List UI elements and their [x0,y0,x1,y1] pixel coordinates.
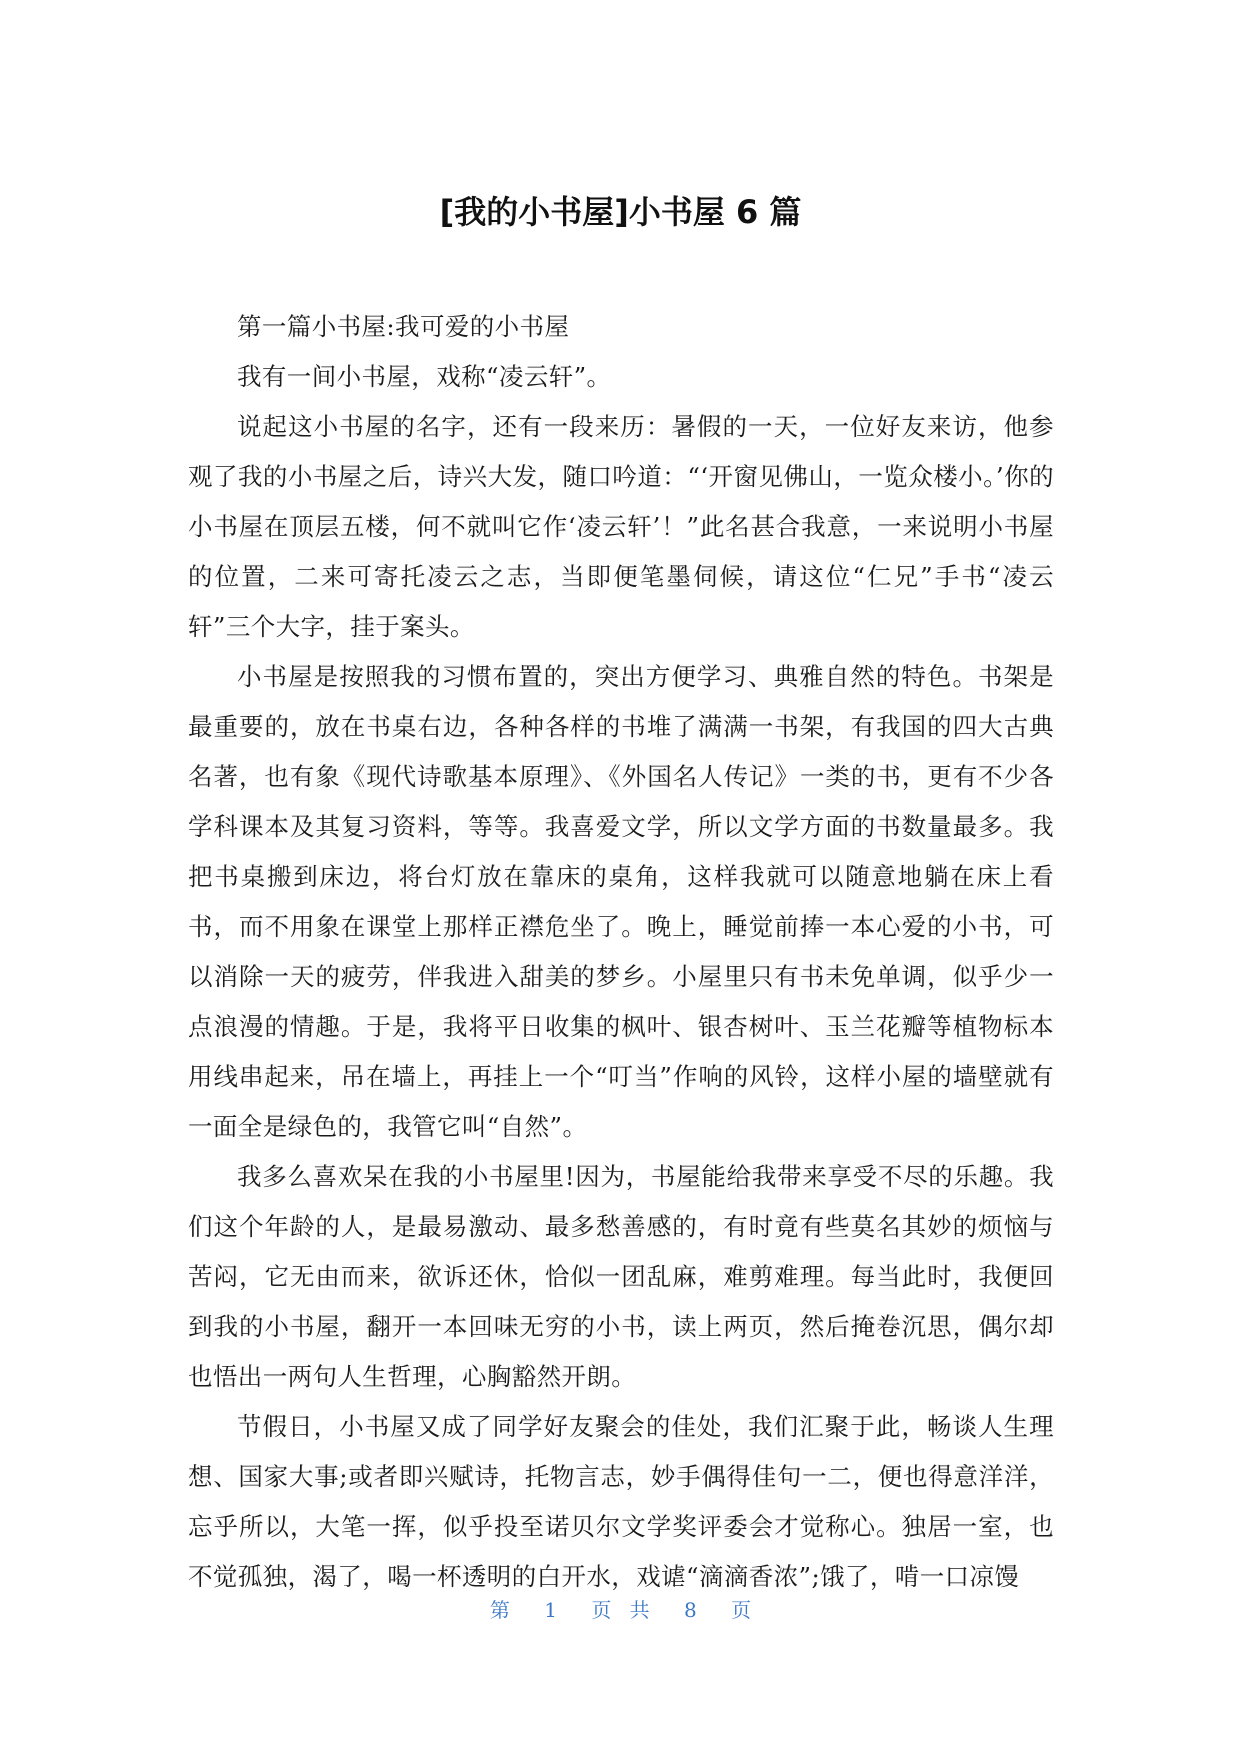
paragraph: 说起这小书屋的名字，还有一段来历：暑假的一天，一位好友来访，他参观了我的小书屋之后，诗兴大发，随口吟道：“‘开窗见佛山，一览众楼小。’你的小书屋在顶层五楼，何不就叫它作‘凌云轩’！”此名甚合我意，一来说明小书屋的位置，二来可寄托凌云之志，当即便笔墨伺候，请这位“仁兄”手书“凌云轩”三个大字，挂于案头。 [188,412,1054,641]
page-footer [0,1596,1241,1624]
document-title: [我的小书屋]小书屋 6 篇 [439,193,802,231]
paragraph: 节假日，小书屋又成了同学好友聚会的佳处，我们汇聚于此，畅谈人生理想、国家大事;或者即兴赋诗，托物言志，妙手偶得佳句一二，便也得意洋洋，忘乎所以，大笔一挥，似乎投至诺贝尔文学奖评委会才觉称心。独居一室，也不觉孤独，渴了，喝一杯透明的白开水，戏谑“滴滴香浓”;饿了，啃一口凉馒 [188,1412,1054,1591]
footer-prefix: 第 [489,1598,510,1622]
paragraph: 我有一间小书屋，戏称“凌云轩”。 [237,362,612,391]
total-pages-number: 8 [684,1598,697,1622]
current-page-number: 1 [544,1598,557,1622]
document-body [188,302,1054,1602]
paragraph: 我多么喜欢呆在我的小书屋里!因为，书屋能给我带来享受不尽的乐趣。我们这个年龄的人，是最易激动、最多愁善感的，有时竟有些莫名其妙的烦恼与苦闷，它无由而来，欲诉还休，恰似一团乱麻，难剪难理。每当此时，我便回到我的小书屋，翻开一本回味无穷的小书，读上两页，然后掩卷沉思，偶尔却也悟出一两句人生哲理，心胸豁然开朗。 [188,1162,1054,1391]
section-heading: 第一篇小书屋:我可爱的小书屋 [237,312,570,341]
footer-suffix: 页 [731,1598,752,1622]
paragraph: 小书屋是按照我的习惯布置的，突出方便学习、典雅自然的特色。书架是最重要的，放在书桌右边，各种各样的书堆了满满一书架，有我国的四大古典名著，也有象《现代诗歌基本原理》、《外国名人传记》一类的书，更有不少各学科课本及其复习资料，等等。我喜爱文学，所以文学方面的书数量最多。我把书桌搬到床边，将台灯放在靠床的桌角，这样我就可以随意地躺在床上看书，而不用象在课堂上那样正襟危坐了。晚上，睡觉前捧一本心爱的小书，可以消除一天的疲劳，伴我进入甜美的梦乡。小屋里只有书未免单调，似乎少一点浪漫的情趣。于是，我将平日收集的枫叶、银杏树叶、玉兰花瓣等植物标本用线串起来，吊在墙上，再挂上一个“叮当”作响的风铃，这样小屋的墙壁就有一面全是绿色的，我管它叫“自然”。 [188,662,1054,1141]
footer-middle: 页 共 [591,1598,650,1622]
